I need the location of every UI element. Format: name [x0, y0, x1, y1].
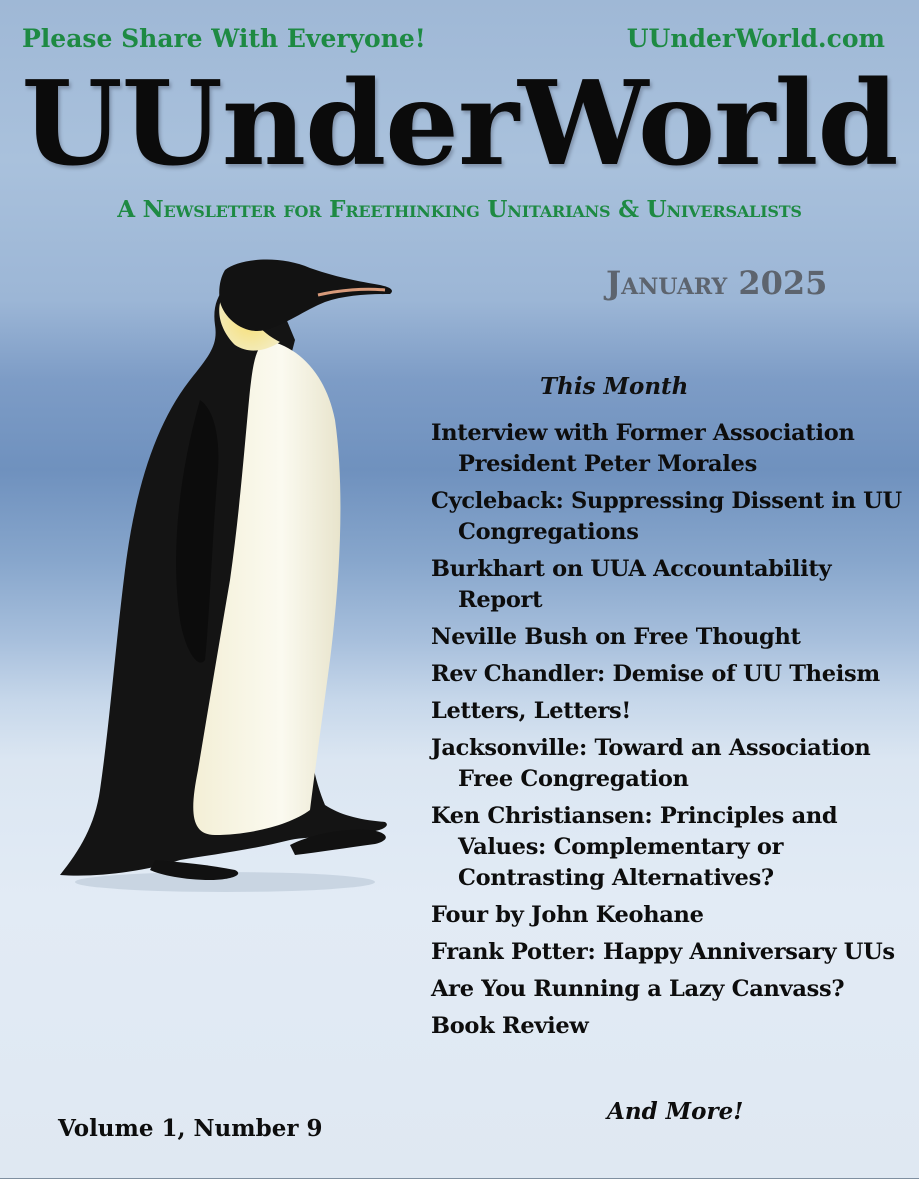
toc-item: Four by John Keohane [431, 902, 704, 928]
toc-item: Interview with Former Association President Peter Morales [431, 420, 855, 477]
and-more-label: And More! [607, 1098, 744, 1125]
masthead-title: UUnderWorld [21, 56, 898, 192]
toc-item: Are You Running a Lazy Canvass? [431, 976, 845, 1002]
toc-item: Burkhart on UUA Accountability Report [431, 556, 832, 613]
issue-date: January 2025 [606, 264, 828, 302]
toc-item: Frank Potter: Happy Anniversary UUs [431, 939, 895, 965]
website-url: UUnderWorld.com [626, 24, 885, 53]
toc-item: Letters, Letters! [431, 698, 631, 724]
volume-number: Volume 1, Number 9 [58, 1115, 323, 1142]
share-banner: Please Share With Everyone! [22, 24, 426, 53]
toc-heading: This Month [540, 373, 689, 400]
toc-item: Book Review [431, 1013, 589, 1039]
toc-item: Cycleback: Suppressing Dissent in UU Congregations [431, 488, 902, 545]
penguin-image [40, 250, 410, 900]
toc-item: Ken Christiansen: Principles and Values: Complementary or Contrasting Alternatives? [431, 803, 838, 891]
toc-item: Jacksonville: Toward an Association Free Congregation [431, 735, 871, 792]
table-of-contents [431, 418, 911, 1048]
toc-item: Rev Chandler: Demise of UU Theism [431, 661, 880, 687]
tagline: A Newsletter for Freethinking Unitarians & Universalists [117, 196, 802, 223]
toc-item: Neville Bush on Free Thought [431, 624, 801, 650]
